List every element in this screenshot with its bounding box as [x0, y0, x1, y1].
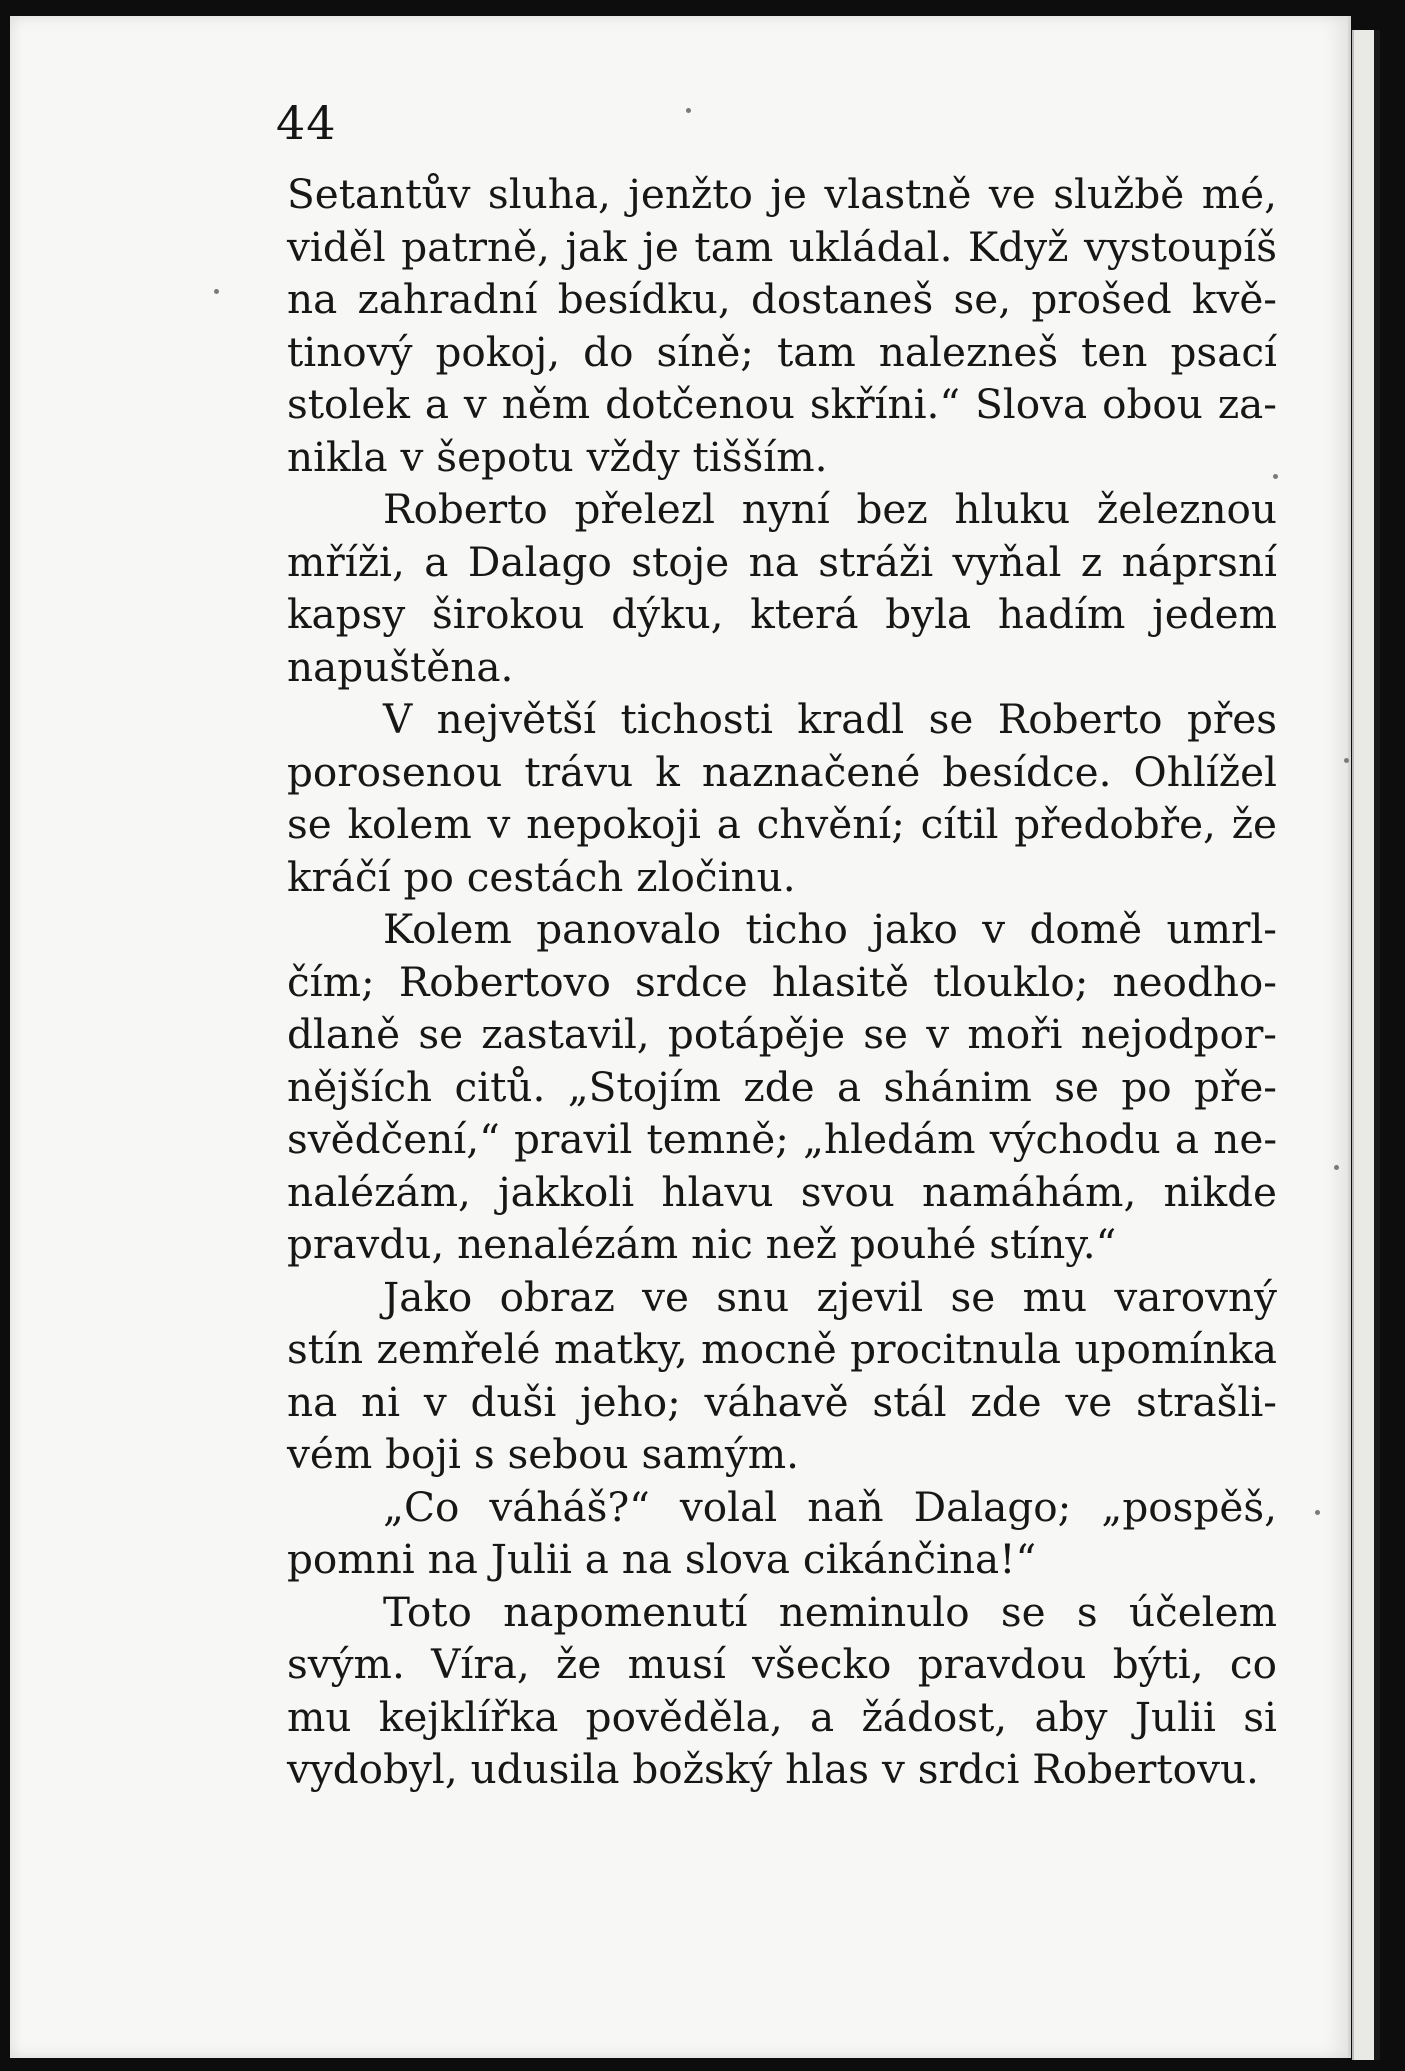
text-line: se kolem v nepokoji a chvění; cítil předobře, že — [287, 800, 1277, 848]
body-text — [287, 168, 1277, 1796]
text-line: svědčení,“ pravil temně; „hledám východu a ne- — [287, 1115, 1277, 1163]
print-speck — [1315, 1510, 1320, 1515]
text-line: vém boji s sebou samým. — [287, 1430, 799, 1478]
paragraph — [287, 483, 1277, 693]
paragraph — [287, 903, 1277, 1271]
text-line: pravdu, nenalézám nic než pouhé stíny.“ — [287, 1220, 1117, 1268]
text-line: nikla v šepotu vždy tišším. — [287, 432, 828, 481]
text-line: Setantův sluha, jenžto je vlastně ve službě mé, — [287, 170, 1277, 218]
text-line: Jako obraz ve snu zjevil se mu varovný — [383, 1272, 1277, 1321]
text-line: Toto napomenutí neminulo se s účelem — [383, 1587, 1277, 1636]
text-line: napuštěna. — [287, 642, 514, 691]
text-line: na ni v duši jeho; váhavě stál zde ve strašli- — [287, 1377, 1277, 1426]
text-line: Roberto přelezl nyní bez hluku železnou — [383, 485, 1277, 533]
text-line: na zahradní besídku, dostaneš se, prošed kvě- — [287, 275, 1277, 323]
paragraph — [287, 1586, 1277, 1796]
paragraph — [287, 693, 1277, 903]
paragraph — [287, 1481, 1277, 1586]
page-edge — [1352, 30, 1380, 2060]
text-line: V největší tichosti kradl se Roberto přes — [383, 695, 1277, 743]
paragraph — [287, 168, 1277, 483]
text-line: nějších citů. „Stojím zde a shánim se po pře- — [287, 1062, 1277, 1111]
text-line: viděl patrně, jak je tam ukládal. Když vystoupíš — [287, 222, 1277, 271]
print-speck — [686, 108, 691, 113]
text-line: stín zemřelé matky, mocně procitnula upomínka — [287, 1325, 1277, 1373]
text-line: nalézám, jakkoli hlavu svou namáhám, nikde — [287, 1167, 1277, 1216]
text-line: čím; Robertovo srdce hlasitě tlouklo; neodho- — [287, 957, 1277, 1006]
text-line: tinový pokoj, do síně; tam nalezneš ten psací — [287, 327, 1277, 376]
text-line: mu kejklířka pověděla, a žádost, aby Julii si — [287, 1692, 1277, 1741]
text-line: mříži, a Dalago stoje na stráži vyňal z náprsní — [287, 537, 1277, 586]
text-line: svým. Víra, že musí všecko pravdou býti, co — [287, 1640, 1277, 1688]
print-speck — [1344, 758, 1349, 763]
text-line: pomni na Julii a na slova cikánčina!“ — [287, 1535, 1037, 1583]
text-line: Kolem panovalo ticho jako v domě umrl- — [383, 905, 1277, 953]
text-line: dlaně se zastavil, potápěje se v moři nejodpor- — [287, 1010, 1277, 1058]
print-speck — [214, 289, 219, 294]
text-line: kráčí po cestách zločinu. — [287, 852, 796, 901]
text-line: vydobyl, udusila božský hlas v srdci Robertovu. — [287, 1745, 1259, 1793]
text-line: stolek a v něm dotčenou skříni.“ Slova obou za- — [287, 380, 1277, 428]
paragraph — [287, 1271, 1277, 1481]
page-number: 44 — [276, 96, 337, 150]
print-speck — [1334, 1165, 1339, 1170]
text-line: „Co váháš?“ volal naň Dalago; „pospěš, — [383, 1482, 1277, 1531]
text-line: porosenou trávu k naznačené besídce. Ohlížel — [287, 747, 1277, 796]
text-line: kapsy širokou dýku, která byla hadím jedem — [287, 590, 1277, 638]
